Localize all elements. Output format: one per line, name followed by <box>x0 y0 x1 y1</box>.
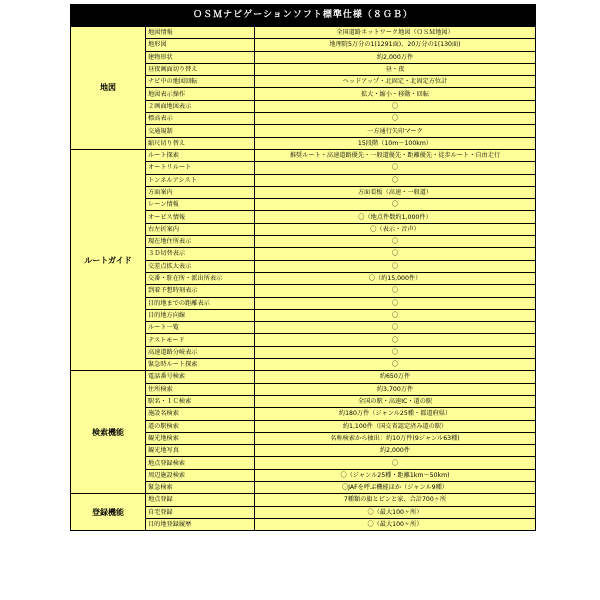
feature-value: 〇JAFを呼ぶ機能ほか（ジャンル9種） <box>255 481 536 493</box>
feature-value: 約2,000件 <box>255 445 536 457</box>
feature-value: 15段階（10m〜100km） <box>255 137 536 149</box>
feature-value: 〇 <box>255 174 536 186</box>
feature-value: 約3,700万件 <box>255 383 536 395</box>
feature-name: ２画面地図表示 <box>146 100 255 112</box>
feature-name: 駅名・ＩＣ検索 <box>146 395 255 407</box>
feature-value: 〇 <box>255 359 536 371</box>
feature-name: 縮尺切り替え <box>146 137 255 149</box>
feature-value: 昼・夜 <box>255 63 536 75</box>
feature-value: 〇 <box>255 457 536 469</box>
feature-value: 全国の駅・高速IC・道の駅 <box>255 395 536 407</box>
feature-value: 〇 <box>255 260 536 272</box>
feature-value: 〇 <box>255 285 536 297</box>
feature-value: 〇（表示・音声） <box>255 223 536 235</box>
feature-value: 一方通行矢印マーク <box>255 125 536 137</box>
table-row <box>71 371 536 383</box>
feature-name: 地点登録 <box>146 494 255 506</box>
feature-value: 7種類の旗とピンと家、合計700ヶ所 <box>255 494 536 506</box>
feature-name: 目的地登録履歴 <box>146 518 255 530</box>
feature-value: 〇 <box>255 236 536 248</box>
table-row <box>71 149 536 161</box>
feature-value: 〇 <box>255 199 536 211</box>
feature-name: 観光地検索 <box>146 432 255 444</box>
feature-value: 〇（地点件数約1,000件） <box>255 211 536 223</box>
feature-name: 施設名検索 <box>146 408 255 420</box>
feature-value: 〇 <box>255 113 536 125</box>
feature-name: ナビ中の地図回転 <box>146 76 255 88</box>
feature-name: 方面案内 <box>146 186 255 198</box>
spec-sheet <box>70 4 536 531</box>
feature-name: 建物形状 <box>146 51 255 63</box>
feature-name: 交番・駐在所・派出所表示 <box>146 272 255 284</box>
category-label: ルートガイド <box>71 149 146 370</box>
spec-title: ＯＳＭナビゲーションソフト標準仕様（８ＧＢ） <box>70 4 536 26</box>
feature-name: オービス情報 <box>146 211 255 223</box>
feature-value: 〇 <box>255 297 536 309</box>
feature-value: 〇（最大100ヶ所） <box>255 506 536 518</box>
feature-name: 地点登録検索 <box>146 457 255 469</box>
feature-value: 約2,000万件 <box>255 51 536 63</box>
feature-name: 目的地方向線 <box>146 309 255 321</box>
feature-value: 方面看板（高速・一般道） <box>255 186 536 198</box>
feature-value: 〇 <box>255 334 536 346</box>
feature-value: 約650万件 <box>255 371 536 383</box>
category-label: 地図 <box>71 27 146 150</box>
feature-name: 周辺施設検索 <box>146 469 255 481</box>
feature-name: 現在地住所表示 <box>146 236 255 248</box>
spec-table <box>70 26 536 531</box>
feature-value: 〇（最大100ヶ所） <box>255 518 536 530</box>
feature-name: 右左折案内 <box>146 223 255 235</box>
table-row <box>71 494 536 506</box>
feature-name: テストモード <box>146 334 255 346</box>
feature-name: レーン情報 <box>146 199 255 211</box>
feature-name: 地図表示操作 <box>146 88 255 100</box>
feature-name: 電話番号検索 <box>146 371 255 383</box>
feature-value: 〇（約15,000件） <box>255 272 536 284</box>
category-label: 検索機能 <box>71 371 146 494</box>
feature-name: 到着予想時刻表示 <box>146 285 255 297</box>
feature-name: 標高表示 <box>146 113 255 125</box>
feature-value: 〇 <box>255 309 536 321</box>
feature-value: 〇 <box>255 100 536 112</box>
feature-value: 全国道路ネットワーク地図（ＯＳＭ地図） <box>255 27 536 39</box>
feature-name: トンネルアシスト <box>146 174 255 186</box>
feature-value: 拡大・縮小・移動・回転 <box>255 88 536 100</box>
feature-value: 約1,100件（国交省認定済み道の駅） <box>255 420 536 432</box>
feature-name: 高速道路分岐表示 <box>146 346 255 358</box>
feature-value: 名称検索から抽出：約10万件(9ジャンル63種) <box>255 432 536 444</box>
feature-name: ルート探索 <box>146 149 255 161</box>
feature-value: 〇 <box>255 162 536 174</box>
feature-name: 住所検索 <box>146 383 255 395</box>
feature-value: 〇 <box>255 248 536 260</box>
feature-value: 地理院5万分の1(1291面)、20万分の1(130面) <box>255 39 536 51</box>
feature-name: ３Ｄ切替表示 <box>146 248 255 260</box>
feature-name: 観光地写真 <box>146 445 255 457</box>
feature-value: 〇 <box>255 346 536 358</box>
feature-name: 地図情報 <box>146 27 255 39</box>
feature-name: 道の駅検索 <box>146 420 255 432</box>
table-row <box>71 27 536 39</box>
feature-value: 約180万件（ジャンル25種・都道府県） <box>255 408 536 420</box>
feature-name: 自宅登録 <box>146 506 255 518</box>
feature-name: オートリルート <box>146 162 255 174</box>
feature-name: 地形図 <box>146 39 255 51</box>
feature-name: 緊急時ルート探索 <box>146 359 255 371</box>
category-label: 登録機能 <box>71 494 146 531</box>
feature-name: ルート一覧 <box>146 322 255 334</box>
feature-name: 交通規制 <box>146 125 255 137</box>
feature-name: 緊急検索 <box>146 481 255 493</box>
feature-value: 〇 <box>255 322 536 334</box>
feature-name: 昼夜画面切り替え <box>146 63 255 75</box>
feature-value: ヘッドアップ・北固定・北固定方位計 <box>255 76 536 88</box>
feature-name: 交差点拡大表示 <box>146 260 255 272</box>
feature-name: 目的地までの距離表示 <box>146 297 255 309</box>
feature-value: 〇（ジャンル25種・距離1km〜50km) <box>255 469 536 481</box>
feature-value: 推奨ルート・高速道路優先・一般道優先・距離優先・徒歩ルート・自由走行 <box>255 149 536 161</box>
